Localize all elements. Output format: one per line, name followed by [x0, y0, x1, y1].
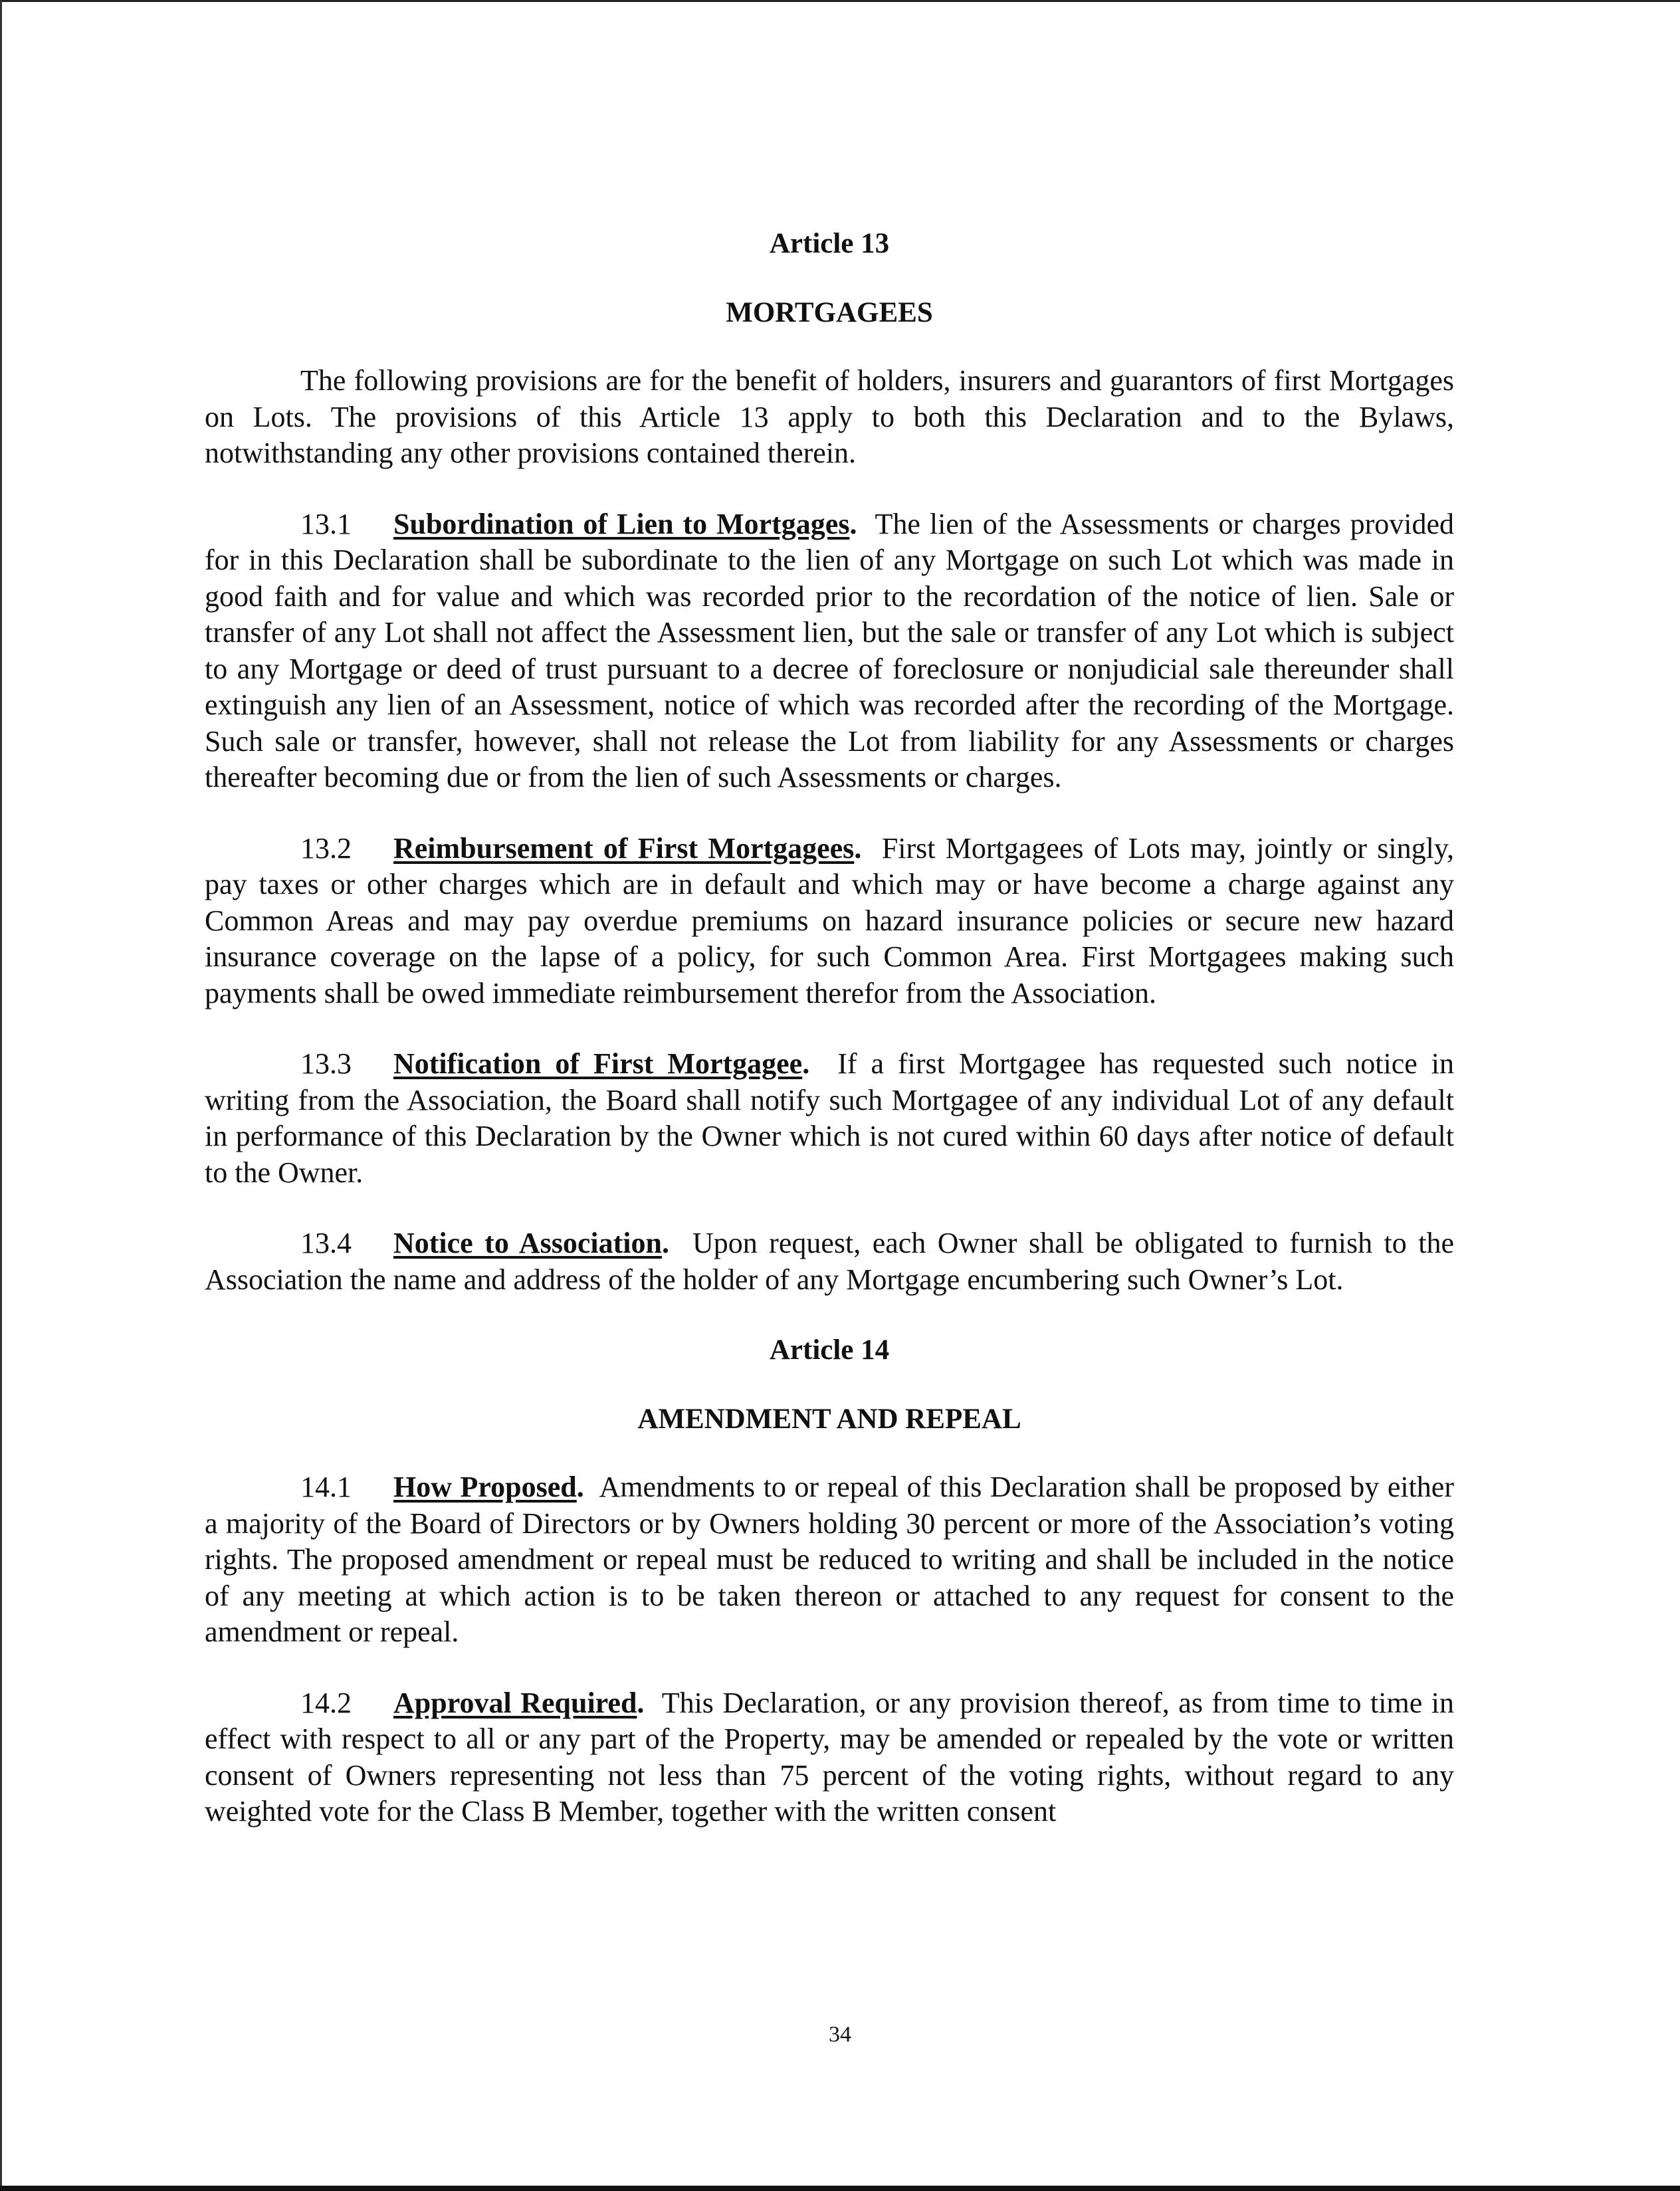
section-number: 13.3 [300, 1047, 352, 1080]
section-text: Amendments to or repeal of this Declaration shall be proposed by either a majority of the Board of Directors or by Owners holding 30 percent or more of the Association’s voting rights. The proposed amendment or repeal must be reduced to writing and shall be included in the notice of any meeting at which action is to be taken thereon or attached to any request for consent to the amendment or repeal. [205, 1471, 1454, 1648]
scan-border-top [0, 0, 1680, 2]
section-caption: Subordination of Lien to Mortgages [393, 507, 850, 540]
document-page [205, 226, 1454, 1865]
article-13-title: MORTGAGEES [726, 297, 933, 328]
section-caption: Notice to Association [393, 1227, 662, 1259]
section-text: First Mortgagees of Lots may, jointly or singly, pay taxes or other charges which are in default and which may or have become a charge against any Common Areas and may pay overdue premiums on hazard insurance policies or secure new hazard insurance coverage on the lapse of a policy, for such Common Area. First Mortgagees making such payments shall be owed immediate reimbursement therefor from the Association. [205, 831, 1454, 1009]
section-caption: How Proposed [393, 1471, 577, 1503]
section-caption: Reimbursement of First Mortgagees [393, 831, 855, 865]
section-caption: Notification of First Mortgagee [393, 1047, 803, 1080]
article-14-title: AMENDMENT AND REPEAL [637, 1404, 1021, 1435]
section-13-3: 13.3 Notification of First Mortgagee. If a first Mortgagee has requested such notice in writing from the Association, the Board shall notify such Mortgagee of any individual Lot of any default in performance of this Declaration by the Owner which is not cured within 60 days after notice of default to the Owner. [205, 1047, 1455, 1189]
section-number: 13.1 [300, 507, 352, 540]
scan-border-bottom [0, 2186, 1680, 2191]
section-number: 13.2 [300, 831, 352, 865]
section-number: 14.1 [300, 1471, 352, 1503]
section-13-1: 13.1 Subordination of Lien to Mortgages. The lien of the Assessments or charges provided for in this Declaration shall be subordinate to the lien of any Mortgage on such Lot which was made in good faith and for value and which was recorded prior to the recordation of the notice of lien. Sale or transfer of any Lot shall not affect the Assessment lien, but the sale or transfer of any Lot which is subject to any Mortgage or deed of trust pursuant to a decree of foreclosure or nonjudicial sale thereunder shall extinguish any lien of an Assessment, notice of which was recorded after the recording of the Mortgage. Such sale or transfer, however, shall not release the Lot from liability for any Assessments or charges thereafter becoming due or from the lien of such Assessments or charges. [205, 507, 1454, 793]
article-13-label: Article 13 [769, 228, 890, 259]
page-number: 34 [829, 2022, 851, 2047]
section-text: Upon request, each Owner shall be obligated to furnish to the Association the name and address of the holder of any Mortgage encumbering such Owner’s Lot. [205, 1227, 1454, 1296]
section-number: 14.2 [300, 1686, 352, 1719]
article-14-label: Article 14 [769, 1334, 890, 1366]
section-text: The lien of the Assessments or charges provided for in this Declaration shall be subordinate to the lien of any Mortgage on such Lot which was made in good faith and for value and which was recorded prior to the recordation of the notice of lien. Sale or transfer of any Lot shall not affect the Assessment lien, but the sale or transfer of any Lot which is subject to any Mortgage or deed of trust pursuant to a decree of foreclosure or nonjudicial sale thereunder shall extinguish any lien of an Assessment, notice of which was recorded after the recording of the Mortgage. Such sale or transfer, however, shall not release the Lot from liability for any Assessments or charges thereafter becoming due or from the lien of such Assessments or charges. [205, 507, 1454, 793]
article-13-intro: The following provisions are for the benefit of holders, insurers and guarantors of first Mortgages on Lots. The provisions of this Article 13 apply to both this Declaration and to the Bylaws, notwithstanding any other provisions contained therein. [205, 364, 1454, 469]
section-13-2: 13.2 Reimbursement of First Mortgagees. First Mortgagees of Lots may, jointly or singly, pay taxes or other charges which are in default and which may or have become a charge against any Common Areas and may pay overdue premiums on hazard insurance policies or secure new hazard insurance coverage on the lapse of a policy, for such Common Area. First Mortgagees making such payments shall be owed immediate reimbursement therefor from the Association. [205, 831, 1454, 1009]
section-number: 13.4 [300, 1227, 352, 1259]
section-14-2: 14.2 Approval Required. This Declaration, or any provision thereof, as from time to time in effect with respect to all or any part of the Property, may be amended or repealed by the vote or written consent of Owners representing not less than 75 percent of the voting rights, without regard to any weighted vote for the Class B Member, together with the written consent [205, 1686, 1454, 1827]
section-caption: Approval Required [393, 1686, 637, 1719]
scan-border-left [0, 0, 2, 2191]
section-text: This Declaration, or any provision thereof, as from time to time in effect with respect to all or any part of the Property, may be amended or repealed by the vote or written consent of Owners representing not less than 75 percent of the voting rights, without regard to any weighted vote for the Class B Member, together with the written consent [205, 1686, 1454, 1827]
section-14-1: 14.1 How Proposed. Amendments to or repeal of this Declaration shall be proposed by either a majority of the Board of Directors or by Owners holding 30 percent or more of the Association’s voting rights. The proposed amendment or repeal must be reduced to writing and shall be included in the notice of any meeting at which action is to be taken thereon or attached to any request for consent to the amendment or repeal. [205, 1471, 1454, 1648]
section-text: If a first Mortgagee has requested such notice in writing from the Association, the Board shall notify such Mortgagee of any individual Lot of any default in performance of this Declaration by the Owner which is not cured within 60 days after notice of default to the Owner. [205, 1047, 1455, 1189]
section-13-4: 13.4 Notice to Association. Upon request, each Owner shall be obligated to furnish to the Association the name and address of the holder of any Mortgage encumbering such Owner’s Lot. [205, 1227, 1454, 1296]
